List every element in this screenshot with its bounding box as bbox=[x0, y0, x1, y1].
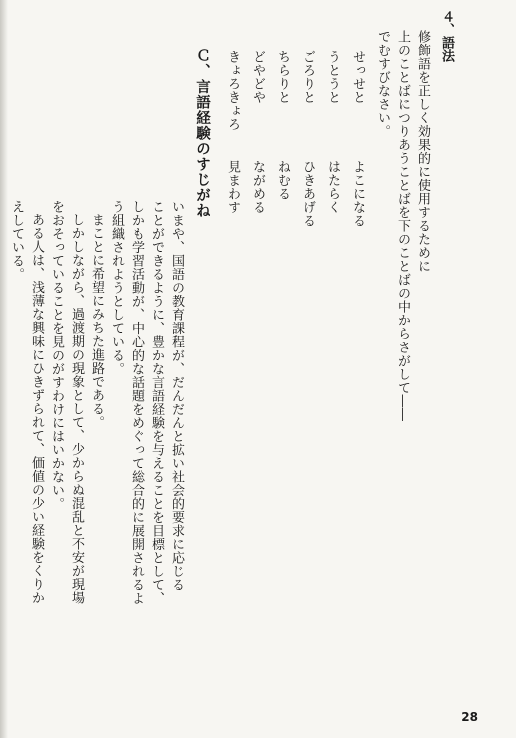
word-lower-5: ながめる bbox=[250, 160, 265, 214]
word-lower-2: はたらく bbox=[325, 160, 340, 214]
para3-line-2: をおそっていることを見のがすわけにはいかない。 bbox=[49, 200, 64, 511]
word-upper-3: ごろりと bbox=[300, 50, 315, 104]
para1-line-1: いまや、国語の教育課程が、だんだんと拡い社会的要求に応じる bbox=[169, 200, 184, 592]
word-lower-3: ひきあげる bbox=[300, 160, 315, 228]
word-upper-2: うとうと bbox=[325, 50, 340, 104]
para3-line-1: しかしながら、過渡期の現象として、少からぬ混乱と不安が現場 bbox=[69, 213, 84, 605]
word-upper-5: どやどや bbox=[250, 50, 265, 104]
para4-line-2: えしている。 bbox=[9, 200, 24, 281]
word-upper-6: きょろきょろ bbox=[225, 50, 240, 131]
section-heading: Ｃ、言語経験のすじがね bbox=[194, 48, 211, 219]
para4-line-1: ある人は、浅薄な興味にひきずられて、価値の少い経験をくりか bbox=[29, 213, 44, 605]
exercise-heading: ４、語法 bbox=[439, 10, 454, 62]
para1-line-3: しかも学習活動が、中心的な話題をめぐって総合的に展開されるよ bbox=[129, 200, 144, 605]
word-lower-4: ねむる bbox=[275, 160, 290, 201]
exercise-intro-line-3: でむすびなさい。 bbox=[375, 30, 390, 138]
word-upper-1: せっせと bbox=[350, 50, 365, 104]
word-upper-4: ちらりと bbox=[275, 50, 290, 104]
word-lower-1: よこになる bbox=[350, 160, 365, 228]
page-number: 28 bbox=[461, 710, 478, 724]
para2-line-1: まことに希望にみちた進路である。 bbox=[89, 213, 104, 429]
binding-shadow bbox=[0, 0, 8, 738]
exercise-intro-line-2: 上のことばにつりあうことばを下のことばの中からさがして―― bbox=[395, 30, 410, 422]
exercise-intro-line-1: 修飾語を正しく効果的に使用するために bbox=[415, 30, 430, 273]
para1-line-4: う組織されようとしている。 bbox=[109, 200, 124, 376]
word-lower-6: 見まわす bbox=[225, 160, 240, 214]
para1-line-2: ことができるように、豊かな言語経験を与えることを目標として、 bbox=[149, 200, 164, 605]
